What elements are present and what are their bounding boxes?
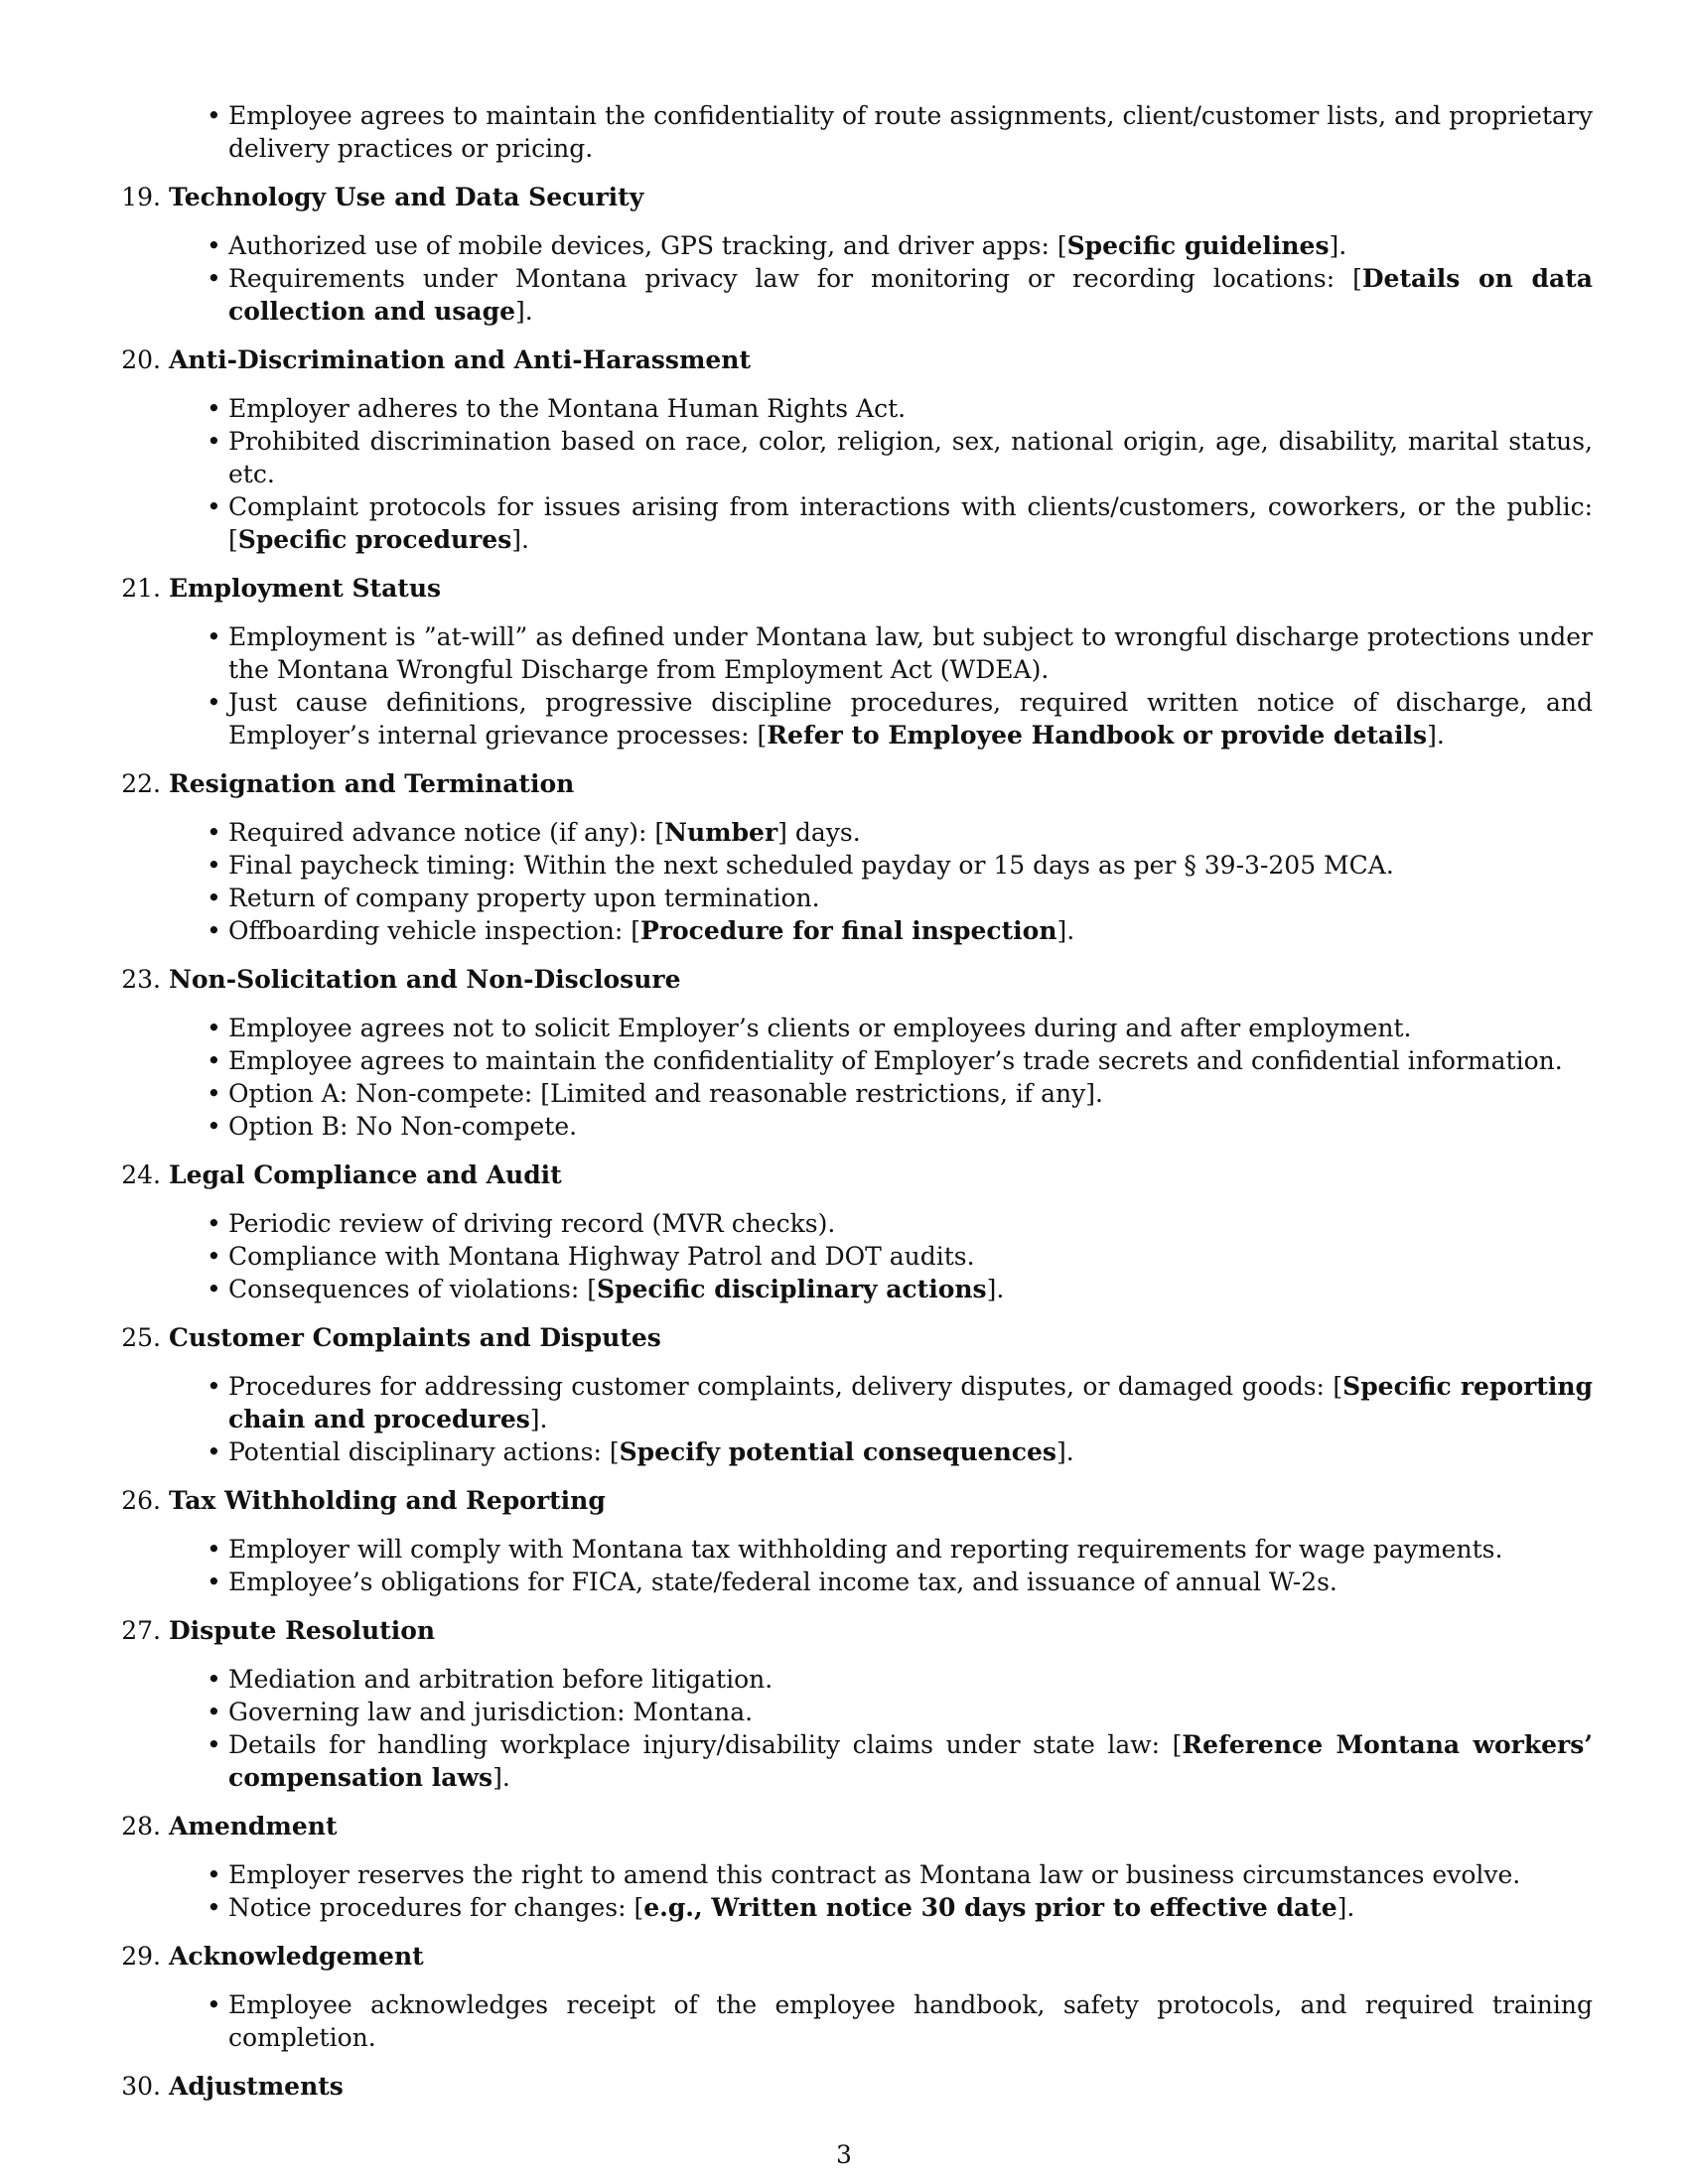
list-item [109, 1370, 1593, 1435]
list-item [109, 620, 1593, 686]
list-item [109, 490, 1593, 556]
bullet-text: Employer adheres to the Montana Human Rights Act. [228, 394, 907, 423]
placeholder-text: Specific reporting chain and procedures [228, 1372, 1593, 1433]
bullet-list [109, 1370, 1593, 1468]
bullet-list [109, 229, 1593, 328]
list-item [109, 1533, 1593, 1566]
list-item [109, 229, 1593, 262]
bullet-text: Complaint protocols for issues arising from interactions with clients/customers, coworkers, or the public: [ [228, 492, 1593, 554]
section-number: 25. [121, 1323, 161, 1352]
bullet-text: Employment is ”at-will” as defined under Montana law, but subject to wrongful discharge protections under the Montana Wrongful Discharge from Employment Act (WDEA). [228, 622, 1593, 684]
bullet-text: ]. [492, 1763, 510, 1792]
bullet-text: Employee agrees to maintain the confidentiality of Employer’s trade secrets and confidential information. [228, 1046, 1563, 1075]
section-title: Customer Complaints and Disputes [169, 1323, 661, 1352]
section-title: Adjustments [169, 2072, 344, 2101]
bullet-text: Procedures for addressing customer complaints, delivery disputes, or damaged goods: [ [228, 1372, 1343, 1401]
page-number: 3 [836, 2140, 852, 2169]
bullet-text: Option A: Non-compete: [Limited and reasonable restrictions, if any]. [228, 1079, 1103, 1108]
section-title: Tax Withholding and Reporting [169, 1486, 606, 1515]
bullet-list [109, 1207, 1593, 1305]
bullet-text: Mediation and arbitration before litigation. [228, 1665, 774, 1694]
bullet-text: ]. [1055, 1437, 1074, 1466]
bullet-text: ] days. [777, 818, 861, 847]
list-item [109, 1988, 1593, 2054]
section-number: 19. [121, 183, 161, 211]
bullet-text: Details for handling workplace injury/disability claims under state law: [ [228, 1730, 1183, 1759]
bullet-text: ]. [511, 525, 529, 554]
bullet-text: ]. [986, 1275, 1005, 1303]
section-number: 29. [121, 1942, 161, 1971]
section-heading [109, 1321, 1593, 1354]
section [109, 1614, 1593, 1794]
section-list [109, 181, 1593, 2103]
placeholder-text: Refer to Employee Handbook or provide details [767, 721, 1428, 750]
placeholder-text: Specific procedures [237, 525, 512, 554]
bullet-list [109, 1988, 1593, 2054]
bullet-text: Just cause definitions, progressive discipline procedures, required written notice of discharge, and Employer’s internal grievance processes: [ [228, 688, 1593, 750]
section-heading [109, 572, 1593, 605]
section-heading [109, 1159, 1593, 1191]
bullet-text: Potential disciplinary actions: [ [228, 1437, 620, 1466]
bullet-list [109, 1663, 1593, 1794]
placeholder-text: Procedure for final inspection [640, 916, 1057, 945]
bullet-text: ]. [1427, 721, 1445, 750]
section-number: 30. [121, 2072, 161, 2101]
list-item [109, 1012, 1593, 1044]
section-title: Resignation and Termination [169, 769, 575, 798]
section-heading [109, 1484, 1593, 1517]
list-item [109, 425, 1593, 490]
section-heading [109, 1810, 1593, 1843]
bullet-text: ]. [515, 297, 533, 326]
section [109, 572, 1593, 751]
placeholder-text: Reference Montana workers’ compensation laws [228, 1730, 1594, 1792]
section [109, 1810, 1593, 1924]
section-number: 27. [121, 1616, 161, 1645]
section [109, 181, 1593, 328]
section [109, 1159, 1593, 1305]
placeholder-text: Specific guidelines [1066, 231, 1330, 260]
bullet-list [109, 620, 1593, 751]
section-number: 20. [121, 345, 161, 374]
placeholder-text: Specify potential consequences [619, 1437, 1056, 1466]
bullet-list [109, 816, 1593, 947]
section-title: Acknowledgement [169, 1942, 424, 1971]
list-item [109, 1663, 1593, 1696]
section-title: Anti-Discrimination and Anti-Harassment [169, 345, 752, 374]
bullet-text: Final paycheck timing: Within the next scheduled payday or 15 days as per § 39-3-205 MCA. [228, 851, 1394, 880]
bullet-text: Prohibited discrimination based on race, color, religion, sex, national origin, age, disability, marital status, etc. [228, 427, 1593, 488]
bullet-text: Notice procedures for changes: [ [228, 1893, 644, 1922]
section-heading [109, 1614, 1593, 1647]
section-heading [109, 767, 1593, 800]
bullet-list [109, 1533, 1593, 1598]
bullet-text: ]. [1056, 916, 1075, 945]
section-number: 24. [121, 1160, 161, 1189]
section-number: 21. [121, 574, 161, 603]
section [109, 1484, 1593, 1598]
bullet-text: ]. [529, 1405, 548, 1433]
bullet-text: Employer reserves the right to amend this contract as Montana law or business circumstances evolve. [228, 1860, 1521, 1889]
placeholder-text: Details on data collection and usage [228, 264, 1593, 326]
section [109, 2070, 1593, 2103]
section-title: Technology Use and Data Security [169, 183, 644, 211]
bullet-text: ]. [1329, 231, 1347, 260]
section [109, 1321, 1593, 1468]
section-number: 26. [121, 1486, 161, 1515]
placeholder-text: Specific disciplinary actions [596, 1275, 987, 1303]
bullet-text: ]. [1336, 1893, 1355, 1922]
section-title: Non-Solicitation and Non-Disclosure [169, 965, 681, 994]
bullet-text: Employee’s obligations for FICA, state/federal income tax, and issuance of annual W-2s. [228, 1568, 1337, 1596]
section [109, 343, 1593, 556]
list-item [109, 882, 1593, 914]
section-heading [109, 181, 1593, 213]
list-item [109, 1207, 1593, 1240]
list-item [109, 99, 1593, 165]
section-heading [109, 343, 1593, 376]
bullet-list [109, 392, 1593, 556]
bullet-text: Consequences of violations: [ [228, 1275, 597, 1303]
section [109, 767, 1593, 947]
bullet-list [109, 1858, 1593, 1924]
section-title: Legal Compliance and Audit [169, 1160, 562, 1189]
list-item [109, 1728, 1593, 1794]
bullet-text: Periodic review of driving record (MVR checks). [228, 1209, 836, 1238]
section-title: Employment Status [169, 574, 442, 603]
bullet-list [109, 1012, 1593, 1143]
bullet-text: Employee acknowledges receipt of the employee handbook, safety protocols, and required training completion. [228, 1990, 1593, 2052]
section [109, 963, 1593, 1143]
section-heading [109, 963, 1593, 996]
list-item [109, 392, 1593, 425]
bullet-text: Authorized use of mobile devices, GPS tracking, and driver apps: [ [228, 231, 1067, 260]
section-number: 23. [121, 965, 161, 994]
section-heading [109, 1940, 1593, 1973]
list-item [109, 1240, 1593, 1273]
list-item [109, 816, 1593, 849]
list-item [109, 1891, 1593, 1924]
document-body [109, 99, 1593, 2118]
list-item [109, 849, 1593, 882]
bullet-text: Employee agrees to maintain the confidentiality of route assignments, client/customer lists, and proprietary delivery practices or pricing. [228, 101, 1593, 163]
bullet-text: Return of company property upon termination. [228, 884, 820, 912]
section-title: Dispute Resolution [169, 1616, 436, 1645]
placeholder-text: e.g., Written notice 30 days prior to effective date [643, 1893, 1337, 1922]
lead-bullet-list [109, 99, 1593, 165]
list-item [109, 914, 1593, 947]
section-title: Amendment [169, 1812, 338, 1841]
bullet-text: Required advance notice (if any): [ [228, 818, 665, 847]
bullet-text: Offboarding vehicle inspection: [ [228, 916, 641, 945]
list-item [109, 1696, 1593, 1728]
list-item [109, 1858, 1593, 1891]
section-heading [109, 2070, 1593, 2103]
list-item [109, 262, 1593, 328]
bullet-text: Employee agrees not to solicit Employer’s clients or employees during and after employment. [228, 1014, 1412, 1042]
bullet-text: Option B: No Non-compete. [228, 1112, 578, 1141]
bullet-text: Employer will comply with Montana tax withholding and reporting requirements for wage payments. [228, 1535, 1503, 1564]
list-item [109, 1566, 1593, 1598]
list-item [109, 1273, 1593, 1305]
bullet-text: Compliance with Montana Highway Patrol and DOT audits. [228, 1242, 975, 1271]
list-item [109, 1110, 1593, 1143]
bullet-text: Governing law and jurisdiction: Montana. [228, 1698, 754, 1726]
bullet-text: Requirements under Montana privacy law for monitoring or recording locations: [ [228, 264, 1362, 293]
list-item [109, 686, 1593, 751]
section-number: 28. [121, 1812, 161, 1841]
placeholder-text: Number [664, 818, 778, 847]
section [109, 1940, 1593, 2054]
list-item [109, 1435, 1593, 1468]
list-item [109, 1077, 1593, 1110]
list-item [109, 1044, 1593, 1077]
section-number: 22. [121, 769, 161, 798]
